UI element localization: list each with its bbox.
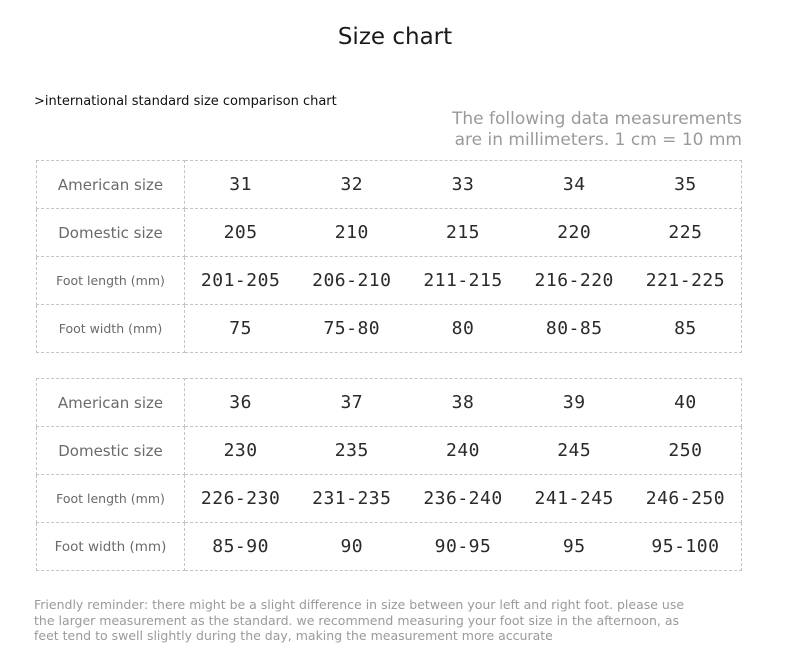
table-cell: 235: [334, 440, 369, 461]
row-label-foot-width: Foot width (mm): [37, 305, 185, 353]
table-cell: 36: [229, 392, 252, 413]
table-cell: 31: [229, 174, 252, 195]
table-cell: 201-205: [200, 270, 281, 291]
table-cell: 216-220: [534, 270, 614, 291]
table-cell: 37: [340, 392, 364, 413]
table-cell: 221-225: [645, 270, 726, 291]
reminder-line2: the larger measurement as the standard. we recommend measuring your foot size in the afternoon, as: [34, 612, 680, 628]
table-row: [37, 379, 742, 427]
table-cell: 245: [557, 440, 592, 461]
table-row: [37, 161, 742, 209]
table-row: [37, 305, 742, 353]
units-note-line2: are in millimeters. 1 cm = 10 mm: [454, 130, 742, 150]
page-title: Size chart: [337, 24, 453, 50]
table-cell: 206-210: [312, 270, 392, 291]
table-cell: 80: [451, 318, 475, 339]
row-label-foot-length: Foot length (mm): [37, 257, 185, 305]
table-cell: 40: [674, 392, 697, 413]
table-row: [37, 523, 742, 571]
table-cell: 34: [562, 174, 586, 195]
table-cell: 226-230: [200, 488, 281, 509]
table-cell: 75: [229, 318, 252, 339]
table-cell: 35: [674, 174, 697, 195]
units-note: [452, 109, 742, 151]
table-cell: 231-235: [312, 488, 392, 509]
friendly-reminder: [34, 597, 734, 644]
table-cell: 80-85: [545, 318, 603, 339]
table-cell: 210: [334, 222, 369, 243]
row-label-american-size: American size: [37, 379, 185, 427]
table-row: [37, 475, 742, 523]
table-cell: 95-100: [651, 536, 720, 557]
size-table-1: [36, 160, 742, 353]
table-cell: 85-90: [212, 536, 269, 557]
table-cell: 95: [562, 536, 586, 557]
table-cell: 240: [446, 440, 481, 461]
row-label-foot-length: Foot length (mm): [37, 475, 185, 523]
table-cell: 215: [446, 222, 481, 243]
table-cell: 241-245: [534, 488, 614, 509]
row-label-domestic-size: Domestic size: [37, 427, 185, 475]
row-label-domestic-size: Domestic size: [37, 209, 185, 257]
reminder-line1: Friendly reminder: there might be a slight difference in size between your left and right foot. please use: [34, 597, 685, 612]
units-note-line1: The following data measurements: [451, 109, 742, 129]
table-cell: 38: [451, 392, 475, 413]
table-cell: 75-80: [323, 318, 381, 339]
table-row: [37, 257, 742, 305]
table-cell: 225: [668, 222, 703, 243]
table-cell: 39: [562, 392, 586, 413]
table-cell: 220: [557, 222, 592, 243]
chart-subtitle: >international standard size comparison chart: [34, 94, 337, 109]
table-cell: 90: [340, 536, 364, 557]
table-cell: 205: [223, 222, 258, 243]
row-label-american-size: American size: [37, 161, 185, 209]
table-cell: 211-215: [423, 270, 503, 291]
size-table-2: [36, 378, 742, 571]
table-cell: 236-240: [423, 488, 503, 509]
table-cell: 246-250: [645, 488, 726, 509]
table-row: [37, 209, 742, 257]
table-cell: 230: [223, 440, 258, 461]
table-cell: 90-95: [434, 536, 492, 557]
row-label-foot-width: Foot width (mm): [37, 523, 185, 571]
reminder-line3: feet tend to swell slightly during the day, making the measurement more accurate: [34, 628, 553, 643]
table-cell: 33: [451, 174, 475, 195]
table-cell: 32: [340, 174, 364, 195]
table-row: [37, 427, 742, 475]
table-cell: 250: [668, 440, 703, 461]
table-cell: 85: [674, 318, 697, 339]
